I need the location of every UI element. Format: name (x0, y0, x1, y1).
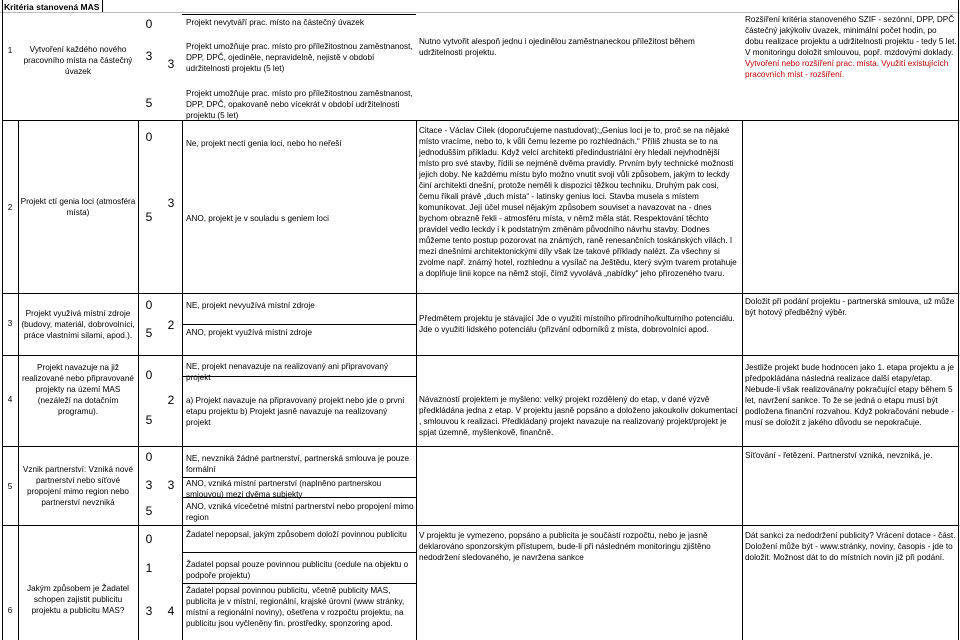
column-border (958, 0, 959, 640)
level-score: 5 (145, 504, 153, 518)
level-text: ANO, vzniká vícečetné místní partnerství nebo propojení mimo region (186, 502, 414, 522)
level-text: Projekt umožňuje prac. místo pro příležitostnou zaměstnanost, DPP, DPČ, ojediněle, nepravidelně, nejistě v období udržitelnosti projektu (5 let) (186, 42, 413, 73)
weight: 2 (167, 318, 175, 332)
level-text: Žadatel popsal povinnou publicitu, včetně publicity MAS, publicita je v místní, regionální, krajské úrovni (www stránky, místní a regionální noviny), ošetřena v rozpočtu projektu, na publicitu jsou vyčleněny fin. prostředky, sponzoring apod. (186, 586, 405, 628)
level-score: 0 (145, 450, 153, 464)
level-text: Projekt umožňuje prac. místo pro příležitostnou zaměstnanost, DPP, DPČ, opakovaně nebo vícekrát v období udržitelnosti projektu (5 let) (186, 89, 413, 120)
level-score: 1 (145, 561, 153, 575)
row-border (2, 293, 959, 294)
level-text: a) Projekt navazuje na připravovaný projekt nebo jde o první etapu projektu b) Projekt jasně navazuje na realizovaný projekt (186, 396, 405, 427)
note: Vytvoření nebo rozšíření prac. místa. Využití existujících pracovních míst - rozšíření. (745, 59, 949, 79)
note: Síťování - řetězení. Partnerství vzniká, nevzniká, je. (745, 451, 933, 460)
weight: 4 (167, 604, 175, 618)
level-score: 3 (145, 49, 153, 63)
note: Rozšíření kritéria stanoveného SZIF - sezónní, DPP, DPČ částečný jakýkoliv úvazek, minimální počet hodin, po dobu realizace projektu a udržitelnosti projektu - tedy 5 let. (745, 15, 957, 46)
criterion-label: Projekt navazuje na již realizované nebo připravované projekty na území MAS (nezáleží na dotačním programu). (22, 363, 134, 416)
level-text: ANO, projekt je v souladu s geniem loci (186, 214, 329, 223)
weight: 3 (167, 57, 175, 71)
level-score: 0 (145, 130, 153, 144)
level-border (182, 324, 416, 325)
column-border (18, 120, 19, 640)
row-number: 1 (7, 46, 13, 55)
note: V monitoringu doložit smlouvou, popř. mzdovými doklady. (745, 48, 954, 57)
level-text: Ne, projekt nectí genia loci, nebo ho neřeší (186, 139, 342, 148)
level-text: NE, projekt nenavazuje na realizovaný ani připravovaný projekt (186, 362, 389, 382)
row-number: 3 (7, 319, 13, 328)
level-text: Projekt nevytváří prac. místo na částečný úvazek (186, 18, 364, 27)
row-border (2, 355, 959, 356)
criterion-label: Projekt ctí genia loci (atmosféra místa) (20, 197, 136, 217)
level-score: 0 (145, 17, 153, 31)
column-border (416, 120, 417, 640)
criterion-description: Nutno vytvořit alespoň jednu i ojedinělou zaměstnaneckou příležitost během udržitelnosti projektu. (419, 37, 695, 57)
level-score: 0 (145, 298, 153, 312)
level-border (182, 552, 416, 553)
weight: 3 (167, 478, 175, 492)
level-text: NE, projekt nevyužívá místní zdroje (186, 301, 315, 310)
criterion-label: Jakým způsobem je Žadatel schopen zajistit publicitu projektu a publicitu MAS? (27, 584, 129, 615)
level-score: 3 (145, 478, 153, 492)
note: Dát sankci za nedodržení publicity? Vrácení dotace - část. Doložení může být - www.stránky, noviny, časopis - jde to doložit. Možnost dát to do místních novin již při podání. (745, 531, 956, 562)
row-number: 5 (7, 482, 13, 491)
criterion-description: V projektu je vymezeno, popsáno a publicita je součástí rozpočtu, nebo je jasně deklarováno sponzorským přístupem, bude-li při následném monitoringu zjištěno nedodržení sledovaného, je navržena sankce (419, 531, 711, 562)
level-score: 0 (145, 368, 153, 382)
row-border (2, 120, 959, 121)
column-border (742, 120, 743, 640)
column-border (102, 0, 103, 12)
weight: 3 (167, 196, 175, 210)
level-text: Žadatel nepopsal, jakým způsobem doloží povinnou publicitu (186, 530, 407, 539)
criterion-description: Návazností projektem je myšleno: velký projekt rozdělený do etap, v dané výzvě předkládána jedna z etap. V projektu jasně popsáno a doloženo jakoukoliv dokumentací , smlouvou k realizaci. Předkládaný projekt navazuje na realizovaný projekt/projekt je spjat územně, myšlenkově, finančně. (419, 395, 738, 437)
row-border (2, 446, 959, 447)
table-title: Kritéria stanovená MAS (4, 2, 100, 12)
row-border (2, 525, 959, 526)
criterion-label: Projekt využívá místní zdroje (budovy, materiál, dobrovolníci, práce vlastními silami, apod.). (21, 309, 135, 340)
level-text: ANO, projekt využívá místní zdroje (186, 328, 313, 337)
column-border (2, 0, 3, 640)
criterion-description: Citace - Václav Cílek (doporučujeme nastudovat):„Genius loci je to, proč se na nějaké místo vracíme, nebo to, k vůli čemu lezeme po rozhlednách.“ Příliš zhusta se to na jednodušším příkladu. Když velcí architekti předindustriální éry hledali nejvhodnější místo pro své stavby, řídili se nejméně dvěma pravidly. Prvním byly technické možnosti jejich doby. Ne každému místu bylo možno vnutit svoji vůli způsobem, jakým to leckdy činí architekti dnešní, protože neměli k dispozici těžkou techniku. Druhým pak cosi, čemu říkali právě „duch místa“ - latinsky genius loci. Stavba musela s místem komunikovat. Její účel musel nějakým způsobem souviset a navazovat na - dnes bychom obrazně řekli - atmosféru místa, v němž měla stát. Respektování těchto pravidel vedlo leckdy i k podstatným změnám původního návrhu stavby. Dodnes můžeme tento postup pozorovat na známých, raně renesančních toskánských vilách. I mezi dnešními architektonickými díly však lze takové příklady nalézt. Za všechny si zvolme např. známý hotel, rozhlednu a vysílač na Ještědu, který svým tvarem protahuje a doplňuje linii kopce na němž stojí, čímž vyvolává „nabídky“ jeho přirozeného tvaru. (419, 126, 737, 278)
level-score: 5 (145, 96, 153, 110)
level-text: Žadatel popsal pouze povinnou publicitu (cedule na objektu o podpoře projektu) (186, 560, 409, 580)
row-number: 2 (7, 203, 13, 212)
level-score: 5 (145, 413, 153, 427)
column-border (182, 120, 183, 640)
criterion-label: Vytvoření každého nového pracovního místa na částečný úvazek (23, 45, 133, 76)
level-score: 3 (145, 604, 153, 618)
level-text: NE, nevzniká žádné partnerství, partnerská smlouva je pouze formální (186, 454, 409, 474)
level-score: 0 (145, 532, 153, 546)
level-score: 5 (145, 210, 153, 224)
weight: 2 (167, 393, 175, 407)
note: Doložit při podání projektu - partnerská smlouva, už může být hotový předběžný výběr. (745, 297, 955, 317)
gridline (0, 12, 960, 13)
note: Jestliže projekt bude hodnocen jako 1. etapa projektu a je předpokládána následná realizace další etapy/etap. Nebude-li však realizována/ny pokračující etapy během 5 let, navržení sankce. To že se jedná o etapu musí být podložena finanční rozvahou. Když pokračování nebude - musí se doložit z jakého důvodu se nepokračuje. (745, 363, 954, 427)
row-number: 6 (7, 606, 13, 615)
criterion-description: Předmětem projektu je stávající Jde o využití místního přírodního/kulturního potenciálu. Jde o využití lidského potenciálu (přizvání odborníků z místa, dobrovolníci apod. (419, 314, 735, 334)
row-number: 4 (7, 395, 13, 404)
level-border (182, 14, 416, 15)
level-border (182, 583, 416, 584)
level-text: ANO, vzniká místní partnerství (naplněno partnerskou smlouvou) mezi dvěma subjekty (186, 479, 382, 499)
level-score: 5 (145, 326, 153, 340)
criterion-label: Vznik partnerství: Vzniká nové partnerství nebo síťové propojení mimo region nebo partnerství nevzniká (22, 465, 134, 507)
